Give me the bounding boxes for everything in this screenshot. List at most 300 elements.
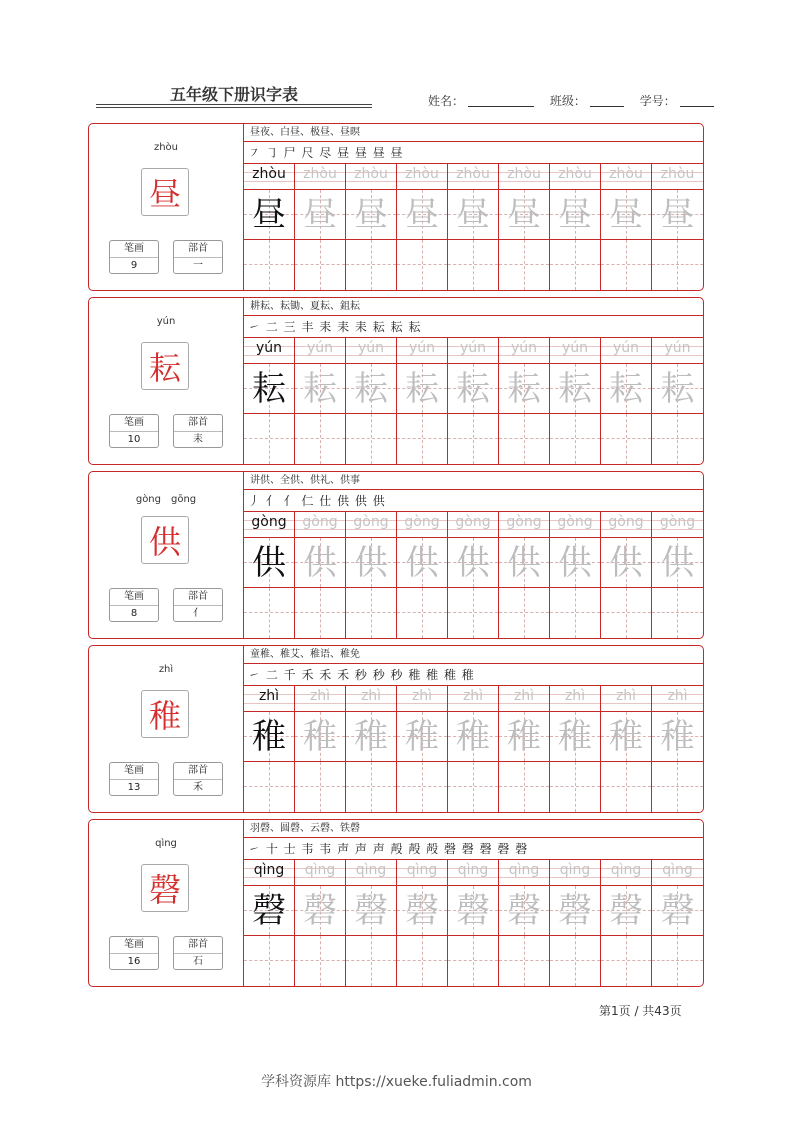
pinyin-text: zhì [564,688,586,704]
blank-practice-cell[interactable] [295,762,346,812]
pinyin-text: zhòu [456,166,490,182]
character-card [88,819,704,987]
grid-guide-horizontal [550,264,600,265]
grid-guide-vertical [524,936,525,986]
pinyin-practice-cell[interactable] [244,164,295,189]
char-trace-text: 昼 [405,195,439,235]
pinyin-text: yún [510,340,538,356]
char-practice-cell[interactable] [601,886,652,935]
char-trace-text: 稚 [456,717,490,757]
pinyin-practice-cell[interactable] [550,686,601,711]
char-trace-text: 昼 [456,195,490,235]
grid-guide-horizontal [397,264,447,265]
blank-practice-cell[interactable] [550,762,601,812]
grid-guide-horizontal [244,786,294,787]
stroke-count-value: 13 [127,782,141,793]
char-practice-cell[interactable] [601,538,652,587]
pinyin-practice-cell[interactable] [448,164,499,189]
pinyin-text: zhòu [252,166,286,182]
blank-practice-cell[interactable] [244,762,295,812]
pinyin-practice-cell[interactable] [448,512,499,537]
stroke-count-label: 笔画 [110,415,158,432]
pinyin-text: gòng [353,514,389,530]
blank-practice-cell[interactable] [448,762,499,812]
char-practice-cell[interactable] [499,190,550,239]
blank-practice-cell[interactable] [346,588,397,638]
blank-practice-cell[interactable] [295,240,346,290]
blank-practice-row [244,762,703,812]
blank-practice-cell[interactable] [295,936,346,986]
grid-guide-vertical [473,588,474,638]
pinyin-practice-cell[interactable] [346,860,397,885]
character-card [88,471,704,639]
grid-guide-horizontal [601,264,651,265]
blank-practice-cell[interactable] [448,588,499,638]
blank-practice-row [244,240,703,290]
pinyin-text: gòng [659,514,696,530]
character-info-panel [89,298,244,464]
char-trace-text: 供 [405,543,439,583]
blank-practice-cell[interactable] [499,936,550,986]
char-practice-cell[interactable] [244,190,295,239]
char-practice-cell[interactable] [397,190,448,239]
grid-guide-horizontal [346,612,396,613]
grid-guide-vertical [524,762,525,812]
radical-value: 亻 [193,608,203,619]
grid-guide-vertical [422,762,423,812]
pinyin-practice-cell[interactable] [499,164,550,189]
pinyin-practice-cell[interactable] [295,338,346,363]
grid-guide-horizontal [397,612,447,613]
grid-guide-vertical [371,588,372,638]
grid-guide-horizontal [652,438,703,439]
blank-practice-cell[interactable] [652,240,703,290]
char-trace-text: 磬 [252,891,286,931]
radical-box [173,240,223,274]
char-practice-cell[interactable] [448,538,499,587]
grid-guide-vertical [575,240,576,290]
char-practice-cell[interactable] [397,538,448,587]
radical-box [173,588,223,622]
stroke-order: ㇀ 十 士 韦 韦 声 声 声 殸 殸 殸 磬 磬 磬 磬 磬 [244,838,703,860]
char-trace-text: 稚 [507,717,541,757]
blank-practice-cell[interactable] [397,414,448,464]
grid-guide-horizontal [499,264,549,265]
pinyin-practice-cell[interactable] [550,164,601,189]
char-practice-cell[interactable] [244,712,295,761]
char-practice-cell[interactable] [295,538,346,587]
blank-practice-cell[interactable] [346,414,397,464]
example-words: 耕耘、耘锄、夏耘、鉏耘 [244,298,703,316]
blank-practice-cell[interactable] [346,762,397,812]
pinyin-practice-cell[interactable] [601,686,652,711]
grid-guide-horizontal [448,438,498,439]
blank-practice-cell[interactable] [397,936,448,986]
pinyin-text: yún [357,340,385,356]
student-info-fields [428,92,714,109]
blank-practice-cell[interactable] [601,240,652,290]
char-practice-cell[interactable] [295,886,346,935]
pinyin-practice-row [244,860,703,886]
char-practice-cell[interactable] [346,538,397,587]
radical-value: 耒 [193,434,203,445]
pinyin-practice-cell[interactable] [397,338,448,363]
grid-guide-vertical [422,240,423,290]
practice-panel [244,646,703,812]
example-words: 羽磬、圆磬、云磬、铁磬 [244,820,703,838]
char-practice-cell[interactable] [244,886,295,935]
radical-label: 部首 [174,415,222,432]
grid-guide-horizontal [295,960,345,961]
stroke-count-box [109,240,159,274]
example-words: 昼夜、白昼、极昼、昼暝 [244,124,703,142]
pinyin-text: zhòu [354,166,388,182]
character-info-panel [89,472,244,638]
character-display: 稚 [141,690,189,738]
pinyin-practice-cell[interactable] [652,338,703,363]
pinyin-text: zhòu [660,166,695,182]
char-trace-text: 供 [507,543,541,583]
char-practice-cell[interactable] [550,538,601,587]
char-trace-text: 稚 [303,717,337,757]
pinyin-practice-cell[interactable] [550,338,601,363]
char-trace-text: 耘 [507,369,541,409]
practice-panel [244,124,703,290]
pinyin-practice-cell[interactable] [601,164,652,189]
pinyin-practice-cell[interactable] [244,686,295,711]
pinyin-practice-cell[interactable] [346,686,397,711]
grid-guide-horizontal [397,438,447,439]
character-info-panel [89,820,244,986]
pinyin-practice-cell[interactable] [397,686,448,711]
pinyin-practice-cell[interactable] [397,512,448,537]
grid-guide-horizontal [346,438,396,439]
blank-practice-cell[interactable] [244,240,295,290]
grid-guide-vertical [626,936,627,986]
blank-practice-cell[interactable] [601,936,652,986]
char-trace-text: 磬 [609,891,643,931]
char-practice-cell[interactable] [601,364,652,413]
grid-guide-horizontal [499,786,549,787]
pinyin-text: zhì [667,688,688,704]
radical-value: 一 [193,260,203,271]
char-practice-cell[interactable] [346,886,397,935]
blank-practice-cell[interactable] [346,240,397,290]
char-practice-cell[interactable] [652,190,703,239]
pinyin-practice-cell[interactable] [499,512,550,537]
char-practice-cell[interactable] [346,712,397,761]
pinyin-text: zhì [258,688,280,704]
pinyin-practice-cell[interactable] [652,164,703,189]
radical-box [173,936,223,970]
char-practice-cell[interactable] [652,364,703,413]
blank-practice-cell[interactable] [499,762,550,812]
pinyin-practice-cell[interactable] [601,338,652,363]
char-trace-text: 磬 [405,891,439,931]
practice-panel [244,472,703,638]
pinyin-text: zhì [462,688,484,704]
character-pinyin: zhòu [153,142,179,153]
pinyin-practice-cell[interactable] [601,860,652,885]
char-trace-text: 耘 [354,369,388,409]
pinyin-text: zhòu [609,166,643,182]
grid-guide-horizontal [499,612,549,613]
pinyin-text: gòng [608,514,644,530]
char-practice-cell[interactable] [652,886,703,935]
grid-guide-vertical [269,240,270,290]
blank-practice-row [244,588,703,638]
grid-guide-vertical [575,588,576,638]
blank-practice-cell[interactable] [397,588,448,638]
pinyin-text: yún [306,340,334,356]
radical-box [173,414,223,448]
grid-guide-vertical [473,414,474,464]
blank-practice-cell[interactable] [295,588,346,638]
blank-practice-cell[interactable] [601,588,652,638]
stroke-count-label: 笔画 [110,937,158,954]
char-practice-cell[interactable] [601,190,652,239]
blank-practice-cell[interactable] [652,414,703,464]
char-practice-row [244,190,703,240]
blank-practice-cell[interactable] [550,936,601,986]
pinyin-practice-cell[interactable] [295,860,346,885]
grid-guide-vertical [473,240,474,290]
blank-practice-cell[interactable] [550,588,601,638]
pinyin-practice-cell[interactable] [244,512,295,537]
grid-guide-horizontal [499,960,549,961]
blank-practice-cell[interactable] [448,414,499,464]
pinyin-text: qìng [559,862,591,878]
grid-guide-vertical [422,414,423,464]
grid-guide-vertical [371,414,372,464]
char-practice-cell[interactable] [244,538,295,587]
char-practice-cell[interactable] [295,364,346,413]
pinyin-practice-cell[interactable] [550,860,601,885]
character-pinyin: yún [156,316,176,327]
char-practice-cell[interactable] [346,364,397,413]
char-practice-cell[interactable] [652,538,703,587]
grid-guide-horizontal [295,786,345,787]
pinyin-practice-cell[interactable] [448,338,499,363]
pinyin-practice-cell[interactable] [448,860,499,885]
blank-practice-cell[interactable] [499,588,550,638]
grid-guide-horizontal [550,438,600,439]
char-practice-cell[interactable] [295,712,346,761]
char-practice-row [244,886,703,936]
grid-guide-vertical [473,936,474,986]
char-trace-text: 稚 [252,717,286,757]
pinyin-text: gòng [251,514,287,530]
name-blank[interactable] [468,94,534,107]
radical-label: 部首 [174,937,222,954]
pinyin-practice-cell[interactable] [244,860,295,885]
grid-guide-horizontal [550,612,600,613]
character-display: 供 [141,516,189,564]
char-practice-cell[interactable] [550,886,601,935]
pinyin-practice-cell[interactable] [499,338,550,363]
practice-panel [244,298,703,464]
grid-guide-vertical [524,588,525,638]
pinyin-text: qìng [406,862,438,878]
blank-practice-cell[interactable] [499,240,550,290]
grid-guide-horizontal [346,960,396,961]
pinyin-text: qìng [253,862,285,878]
char-practice-cell[interactable] [448,190,499,239]
grid-guide-vertical [677,936,678,986]
blank-practice-cell[interactable] [601,414,652,464]
char-trace-text: 耘 [456,369,490,409]
pinyin-practice-cell[interactable] [397,860,448,885]
blank-practice-cell[interactable] [448,936,499,986]
blank-practice-cell[interactable] [652,762,703,812]
character-info-panel [89,646,244,812]
pinyin-practice-cell[interactable] [346,512,397,537]
char-trace-text: 供 [558,543,592,583]
pinyin-text: gòng [557,514,593,530]
grid-guide-vertical [575,762,576,812]
blank-practice-cell[interactable] [397,762,448,812]
char-practice-cell[interactable] [550,364,601,413]
blank-practice-cell[interactable] [550,240,601,290]
pinyin-practice-cell[interactable] [499,686,550,711]
blank-practice-cell[interactable] [244,936,295,986]
char-trace-text: 稚 [660,717,695,757]
blank-practice-cell[interactable] [448,240,499,290]
stroke-order: ㇀ 二 千 禾 禾 禾 秒 秒 秒 稚 稚 稚 稚 [244,664,703,686]
pinyin-text: yún [408,340,436,356]
page-number: 第1页 / 共43页 [599,1004,682,1018]
pinyin-practice-cell[interactable] [550,512,601,537]
char-practice-cell[interactable] [346,190,397,239]
char-trace-text: 昼 [354,195,388,235]
stroke-count-value: 16 [127,956,141,967]
pinyin-practice-cell[interactable] [295,512,346,537]
blank-practice-cell[interactable] [295,414,346,464]
char-practice-cell[interactable] [397,886,448,935]
char-practice-cell[interactable] [601,712,652,761]
char-practice-cell[interactable] [499,712,550,761]
pinyin-practice-row [244,338,703,364]
blank-practice-row [244,414,703,464]
blank-practice-cell[interactable] [499,414,550,464]
char-trace-text: 磬 [558,891,592,931]
blank-practice-cell[interactable] [550,414,601,464]
blank-practice-cell[interactable] [601,762,652,812]
stroke-count-label: 笔画 [110,763,158,780]
blank-practice-cell[interactable] [397,240,448,290]
char-trace-text: 稚 [558,717,592,757]
stroke-count-box [109,588,159,622]
grid-guide-horizontal [244,264,294,265]
pinyin-practice-cell[interactable] [346,164,397,189]
blank-practice-cell[interactable] [244,588,295,638]
pinyin-practice-cell[interactable] [499,860,550,885]
char-practice-cell[interactable] [295,190,346,239]
char-practice-cell[interactable] [448,364,499,413]
pinyin-practice-cell[interactable] [601,512,652,537]
pinyin-text: zhòu [303,166,337,182]
pinyin-practice-cell[interactable] [397,164,448,189]
char-practice-cell[interactable] [244,364,295,413]
pinyin-practice-cell[interactable] [652,860,703,885]
character-card [88,645,704,813]
stroke-count-box [109,936,159,970]
grid-guide-horizontal [652,786,703,787]
grid-guide-horizontal [295,612,345,613]
character-display: 昼 [141,168,189,216]
grid-guide-horizontal [244,438,294,439]
character-info-panel [89,124,244,290]
char-practice-cell[interactable] [499,364,550,413]
char-trace-text: 供 [660,543,695,583]
blank-practice-cell[interactable] [346,936,397,986]
stroke-count-label: 笔画 [110,589,158,606]
char-practice-cell[interactable] [448,886,499,935]
grid-guide-horizontal [652,612,703,613]
char-practice-cell[interactable] [652,712,703,761]
pinyin-text: gòng [455,514,491,530]
pinyin-text: zhì [309,688,331,704]
grid-guide-vertical [575,936,576,986]
worksheet-title: 五年级下册识字表 [169,85,298,104]
character-pinyin: gòng gōng [135,494,197,505]
char-trace-text: 耘 [609,369,643,409]
character-pinyin: zhì [158,664,174,675]
char-practice-cell[interactable] [550,712,601,761]
char-trace-text: 昼 [558,195,592,235]
blank-practice-cell[interactable] [652,588,703,638]
char-practice-cell[interactable] [448,712,499,761]
pinyin-text: yún [664,340,691,356]
char-trace-text: 耘 [660,369,695,409]
radical-value: 石 [193,956,203,967]
class-blank[interactable] [590,94,624,107]
radical-box [173,762,223,796]
pinyin-practice-cell[interactable] [652,686,703,711]
grid-guide-vertical [626,240,627,290]
grid-guide-vertical [320,588,321,638]
character-card [88,297,704,465]
blank-practice-cell[interactable] [652,936,703,986]
pinyin-practice-cell[interactable] [448,686,499,711]
pinyin-text: zhì [411,688,433,704]
pinyin-practice-cell[interactable] [244,338,295,363]
char-practice-cell[interactable] [550,190,601,239]
char-practice-cell[interactable] [499,886,550,935]
pinyin-text: qìng [610,862,642,878]
char-practice-row [244,712,703,762]
char-trace-text: 稚 [609,717,643,757]
pinyin-practice-cell[interactable] [295,686,346,711]
char-practice-cell[interactable] [397,712,448,761]
char-trace-text: 供 [354,543,388,583]
pinyin-practice-cell[interactable] [652,512,703,537]
pinyin-practice-cell[interactable] [295,164,346,189]
char-practice-cell[interactable] [397,364,448,413]
grid-guide-vertical [677,588,678,638]
pinyin-practice-cell[interactable] [346,338,397,363]
char-trace-text: 耘 [252,369,286,409]
blank-practice-cell[interactable] [244,414,295,464]
id-blank[interactable] [680,94,714,107]
stroke-count-value: 10 [127,434,141,445]
char-trace-text: 昼 [660,195,695,235]
char-practice-cell[interactable] [499,538,550,587]
char-trace-text: 磬 [660,891,695,931]
blank-practice-row [244,936,703,986]
class-label: 班级： [549,94,586,108]
grid-guide-vertical [677,414,678,464]
